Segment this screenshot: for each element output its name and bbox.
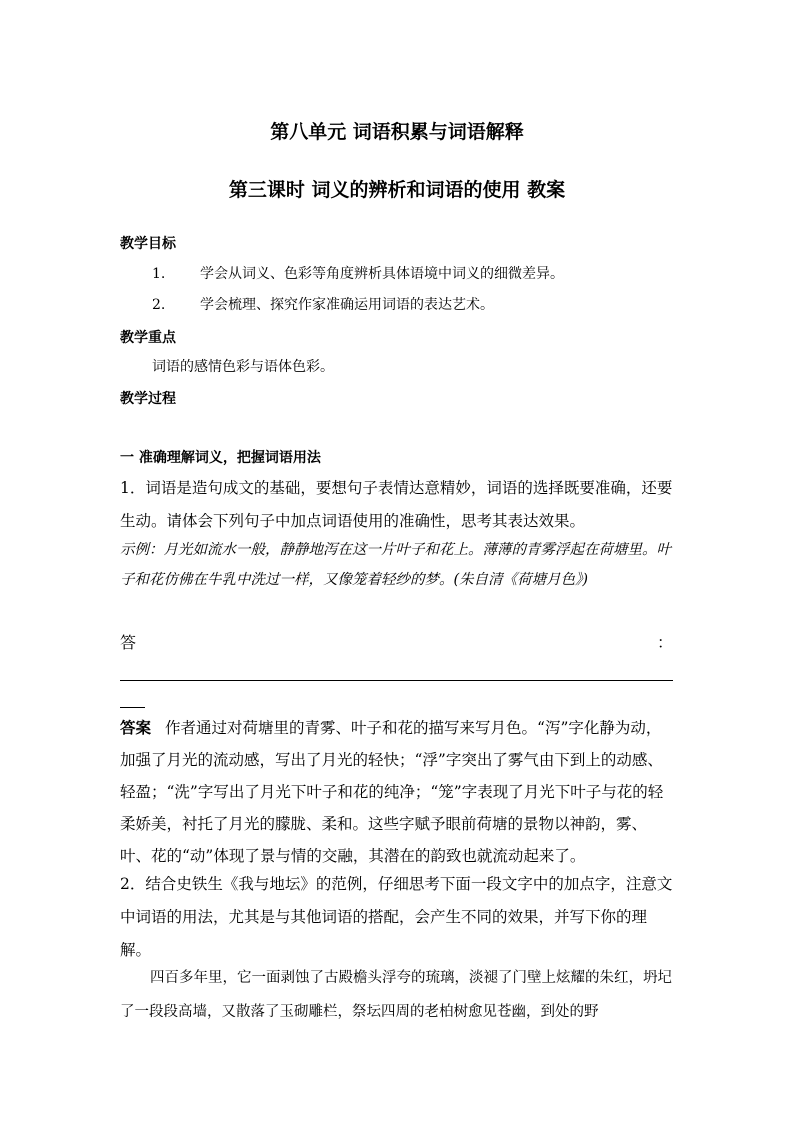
focus-heading: 教学重点 [120, 330, 176, 346]
answer-key-text: 作者通过对荷塘里的青雾、叶子和花的描写来写月色。“泻”字化静为动，加强了月光的流动感，写出了月光的轻快；“浮”字突出了雾气由下到上的动感、轻盈；“洗”字写出了月光下叶子和花的纯净；“笼”字表现了月光下叶子与花的轻柔娇美，衬托了月光的朦胧、柔和。这些字赋予眼前荷塘的景物以神韵，雾、叶、花的“动”体现了景与情的交融，其潜在的韵致也就流动起来了。 [120, 719, 664, 865]
answer-label: 答 [120, 633, 137, 652]
unit-title: 第八单元 词语积累与词语解释 [270, 121, 524, 143]
answer-line [120, 680, 673, 681]
process-heading: 教学过程 [120, 391, 176, 407]
question-1: 1．词语是造句成文的基础，要想句子表情达意精妙，词语的选择既要准确，还要生动。请体会下列句子中加点词语使用的准确性，思考其表达效果。 [120, 479, 673, 530]
goal-1-text: 学会从词义、色彩等角度辨析具体语境中词义的细微差异。 [200, 266, 564, 282]
answer-key-label: 答案 [120, 719, 152, 737]
goal-1-number: 1. [152, 266, 166, 282]
quote-passage: 四百多年里，它一面剥蚀了古殿檐头浮夸的琉璃，淡褪了门壁上炫耀的朱红，坍圮了一段段高墙，又散落了玉砌雕栏，祭坛四周的老柏树愈见苍幽，到处的野 [120, 970, 672, 1020]
part1-heading: 一 准确理解词义，把握词语用法 [120, 450, 321, 466]
lesson-title: 第三课时 词义的辨析和词语的使用 教案 [228, 179, 566, 201]
goals-heading: 教学目标 [120, 236, 176, 252]
goal-2-number: 2. [152, 297, 166, 313]
focus-text: 词语的感情色彩与语体色彩。 [152, 359, 334, 375]
goal-2-text: 学会梳理、探究作家准确运用词语的表达艺术。 [200, 297, 494, 313]
answer-key [120, 712, 676, 872]
answer-line-end [120, 707, 145, 708]
question-2: 2．结合史铁生《我与地坛》的范例，仔细思考下面一段文字中的加点字，注意文中词语的用法，尤其是与其他词语的搭配，会产生不同的效果，并写下你的理解。 [120, 875, 673, 959]
answer-colon: ： [657, 633, 674, 652]
example-passage: 示例：月光如流水一般，静静地泻在这一片叶子和花上。薄薄的青雾浮起在荷塘里。叶子和花仿佛在牛乳中洗过一样，又像笼着轻纱的梦。(朱自清《荷塘月色》) [120, 542, 671, 588]
